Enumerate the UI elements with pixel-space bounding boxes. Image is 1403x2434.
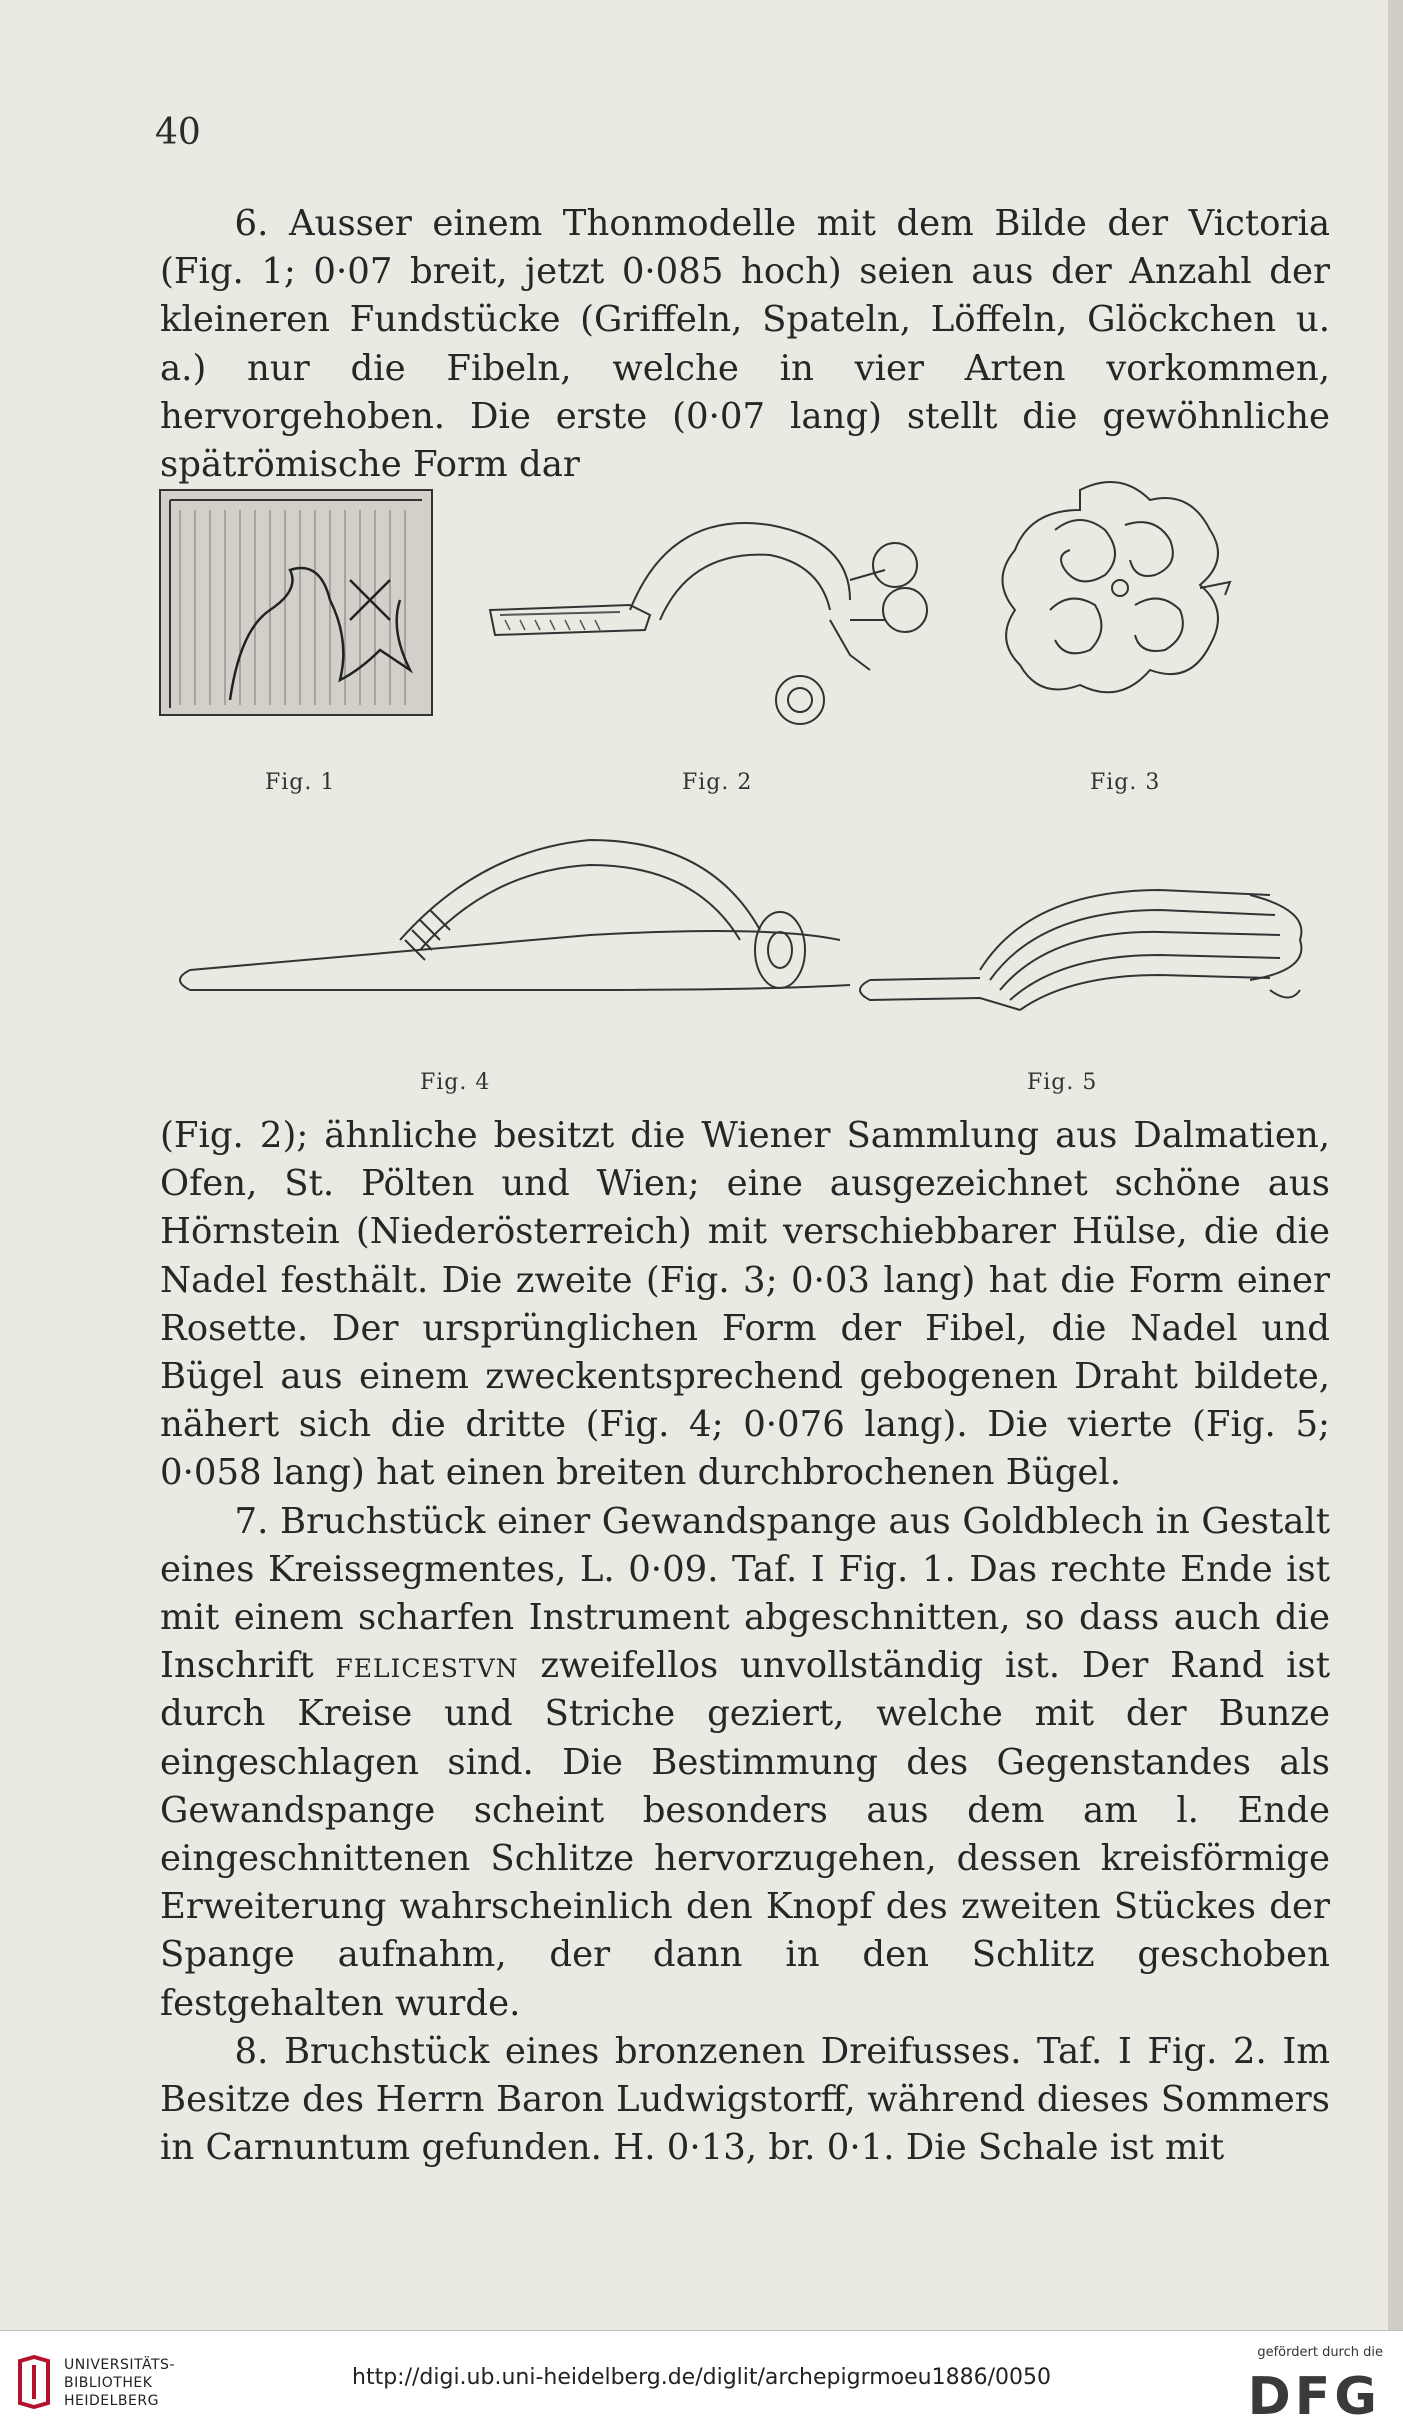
caption-fig-5: Fig. 5 xyxy=(1027,1070,1098,1095)
page-number: 40 xyxy=(155,112,201,153)
fig2-crossbow-fibula-drawing xyxy=(490,523,927,724)
paragraph-8: 8. Bruchstück eines bronzenen Dreifusses. Taf. I Fig. 2. Im Besitze des Herrn Baron Ludwigstorff, während dieses Sommers in Carnuntum gefunden. H. 0·13, br. 0·1. Die Schale ist mit xyxy=(160,2030,1330,2169)
fig3-rosette-fibula-drawing xyxy=(1003,482,1231,692)
paragraph-6-start: 6. Ausser einem Thonmodelle mit dem Bilde der Victoria (Fig. 1; 0·07 breit, jetzt 0·085 hoch) seien aus der Anzahl der kleineren Fundstücke (Griffeln, Spateln, Löffeln, Glöckchen u. a.) nur die Fibeln, welche in vier Arten vorkommen, hervorgehoben. Die erste (0·07 lang) stellt die gewöhnliche spätrömische Form dar xyxy=(160,203,1330,486)
paragraph-6-continued: (Fig. 2); ähnliche besitzt die Wiener Sammlung aus Dalmatien, Ofen, St. Pölten und Wien; eine ausgezeichnet schöne aus Hörnstein (Niederösterreich) mit verschiebbarer Hülse, die die Nadel festhält. Die zweite (Fig. 3; 0·03 lang) hat die Form einer Rosette. Der ursprünglichen Form der Fibel, die Nadel und Bügel aus einem zweckentsprechend gebogenen Draht bildete, nähert sich die dritte (Fig. 4; 0·076 lang). Die vierte (Fig. 5; 0·058 lang) hat einen breiten durchbrochenen Bügel. xyxy=(160,1115,1330,1494)
caption-fig-4: Fig. 4 xyxy=(420,1070,491,1095)
funded-by-label: gefördert durch die xyxy=(1257,2345,1383,2360)
fig5-openwork-fibula-drawing xyxy=(860,890,1301,1010)
page-edge xyxy=(1388,0,1403,2330)
caption-fig-3: Fig. 3 xyxy=(1090,770,1161,795)
paragraph-7-text-before: 7. Bruchstück einer Gewandspange aus Goldblech in Gestalt eines Kreissegmentes, L. 0·09. Taf. I Fig. 1. Das rechte Ende ist mit einem scharfen Instrument abgeschnitten, so dass auch die Inschrift xyxy=(160,1500,1330,1687)
figure-plate xyxy=(150,470,1340,1110)
library-name-line-1: UNIVERSITÄTS- xyxy=(64,2357,175,2373)
library-name-line-3: HEIDELBERG xyxy=(64,2393,159,2409)
text-block-top xyxy=(160,200,1330,489)
fig4-wire-fibula-drawing xyxy=(180,840,850,990)
caption-fig-2: Fig. 2 xyxy=(682,770,753,795)
inscription-text: felicestvn xyxy=(335,1645,519,1687)
paragraph-7 xyxy=(160,1498,1330,2028)
library-name-line-2: BIBLIOTHEK xyxy=(64,2375,153,2391)
caption-fig-1: Fig. 1 xyxy=(265,770,336,795)
text-block-bottom xyxy=(160,1112,1330,2172)
fig1-clay-tablet-drawing xyxy=(160,490,432,715)
footer-bar xyxy=(0,2330,1403,2434)
source-url[interactable]: http://digi.ub.uni-heidelberg.de/diglit/archepigrmoeu1886/0050 xyxy=(352,2365,1051,2390)
dfg-logo: DFG xyxy=(1247,2367,1381,2427)
paragraph-7-text-after: zweifellos unvollständig ist. Der Rand ist durch Kreise und Striche geziert, welche mit der Bunze eingeschlagen sind. Die Bestimmung des Gegenstandes als Gewandspange scheint besonders aus dem am l. Ende eingeschnittenen Schlitze hervorzugehen, dessen kreisförmige Erweiterung wahrscheinlich den Knopf des zweiten Stückes der Spange aufnahm, der dann in den Schlitz geschoben festgehalten wurde. xyxy=(160,1645,1330,2024)
